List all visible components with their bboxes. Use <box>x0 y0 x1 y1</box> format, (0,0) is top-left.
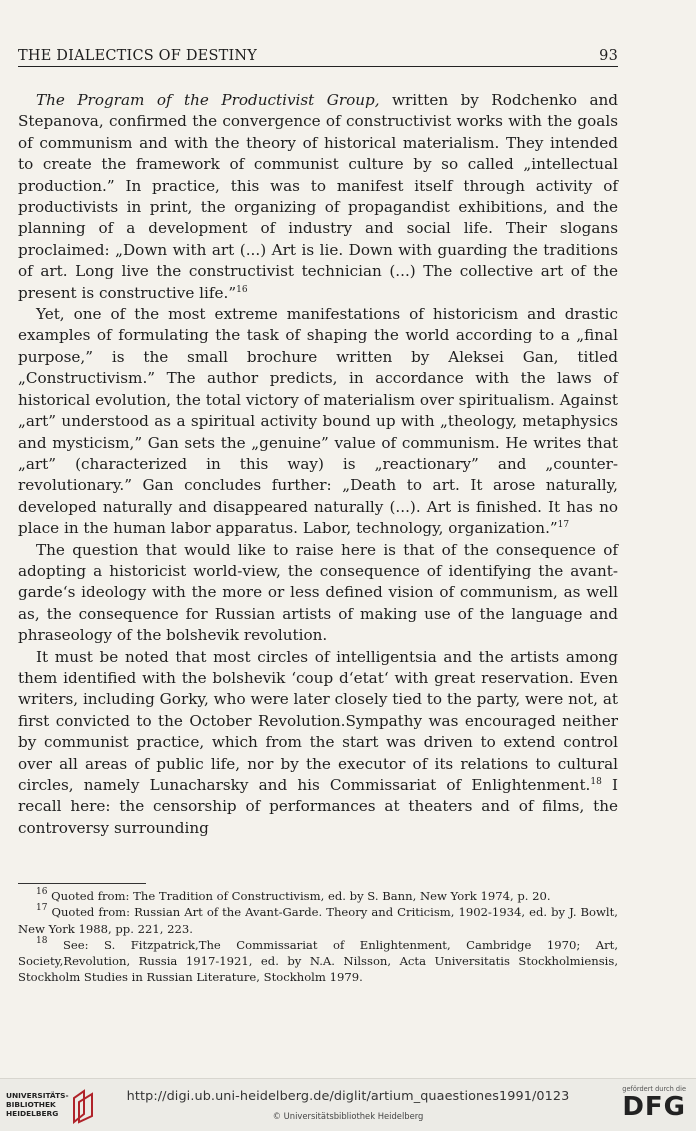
note-ref-17: 17 <box>557 520 570 531</box>
footnote-text: See: S. Fitzpatrick,The Commissariat of Enlightenment, Cambridge 1970; Art, Society,Revolution, Russia 1917-1921, ed. by N.A. Nilsson, Acta Universitatis Stockholmiensis, Stockholm Studies in Russian Literature, Stockholm 1979. <box>18 937 618 985</box>
paragraph-1-italic-lead: The Program of the Productivist Group, <box>36 91 380 109</box>
library-name-line3: HEIDELBERG <box>6 1109 59 1119</box>
permalink-url[interactable]: http://digi.ub.uni-heidelberg.de/diglit/artium_quaestiones1991/0123 <box>126 1089 570 1104</box>
body-text <box>18 90 618 839</box>
copyright-notice: © Universitätsbibliothek Heidelberg <box>272 1111 424 1121</box>
header-rule <box>18 66 618 67</box>
note-ref-18: 18 <box>590 777 602 787</box>
funder-name: DFG <box>622 1092 686 1122</box>
running-header <box>18 48 618 64</box>
paragraph-2 <box>18 304 618 539</box>
paragraph-1-text: written by Rodchenko and Stepanova, confirmed the convergence of constructivist works with the goals of communism and with the theory of historical materialism. They intended to create the framework of communist culture by so called „intellectual production.” In practice, this was to manifest itself through activity of productivists in print, the organizing of propagandist exhibitions, and the planning of a development of industry and social life. Their slogans proclaimed: „Down with art (...) Art is lie. Down with guarding the traditions of art. Long live the constructivist technician (...) The collective art of the present is constructive life.” <box>18 91 619 302</box>
paragraph-4-text: It must be noted that most circles of intelligentsia and the artists among them identified with the bolshevik ‘coup d‘etat‘ with great reservation. Even writers, including Gorky, who were later closely tied to the party, were not, at first convicted to the October Revolution.Sympathy was encouraged neither by communist practice, which from the start was driven to extend control over all areas of public life, nor by the executor of its relations to cultural circles, namely Lunacharsky and his Commissariat of Enlightenment. <box>18 647 618 794</box>
footnote-17 <box>18 904 618 937</box>
library-name-line1: UNIVERSITÄTS- <box>6 1091 69 1100</box>
dfg-logo[interactable] <box>612 1085 686 1121</box>
footnotes <box>18 888 618 986</box>
funding-note: gefördert durch die <box>622 1085 686 1093</box>
footnote-number: 18 <box>36 935 48 946</box>
paragraph-2-text: Yet, one of the most extreme manifestations of historicism and drastic examples of formulating the task of shaping the world according to a „final purpose,” is the small brochure written by Aleksei Gan, titled „Constructivism.” The author predicts, in accordance with the laws of historical evolution, the total victory of materialism over spiritualism. Against „art” understood as a spiritual activity bound up with „theology, metaphysics and mysticism,” Gan sets the „genuine” value of communism. He writes that „art” (characterized in this way) is „reactionary” and „counter-revolutionary.” Gan concludes further: „Death to art. It arose naturally, developed naturally and disappeared naturally (...). Art is finished. It has no place in the human labor apparatus. Labor, technology, organization.” <box>18 305 618 538</box>
paragraph-4-tail: I recall here: the censorship of performances at theaters and of films, the controversy surrounding <box>18 776 618 837</box>
footnote-text: Quoted from: Russian Art of the Avant-Garde. Theory and Criticism, 1902-1934, ed. by J. Bowlt, New York 1988, pp. 221, 223. <box>18 905 618 936</box>
digitization-footer <box>0 1078 696 1131</box>
footnote-rule <box>18 883 146 884</box>
footnote-16 <box>18 888 618 904</box>
paragraph-1 <box>18 90 618 304</box>
footnote-text: Quoted from: The Tradition of Constructivism, ed. by S. Bann, New York 1974, p. 20. <box>47 889 551 903</box>
library-name-line2: BIBLIOTHEK <box>6 1100 56 1110</box>
page-number: 93 <box>599 48 618 64</box>
note-ref-16: 16 <box>236 284 248 295</box>
paragraph-4 <box>18 647 618 840</box>
footnote-number: 16 <box>36 887 48 897</box>
paragraph-3-text: The question that would like to raise here is that of the consequence of adopting a historicist world-view, the consequence of identifying the avant-garde‘s ideology with the more or less defined vision of communism, as well as, the consequence for Russian artists of making use of the language and phraseology of the bolshevik revolution. <box>18 540 618 645</box>
running-title: THE DIALECTICS OF DESTINY <box>18 48 258 64</box>
footnote-number: 17 <box>36 903 48 914</box>
paragraph-3 <box>18 540 618 647</box>
footnote-18 <box>18 937 618 986</box>
